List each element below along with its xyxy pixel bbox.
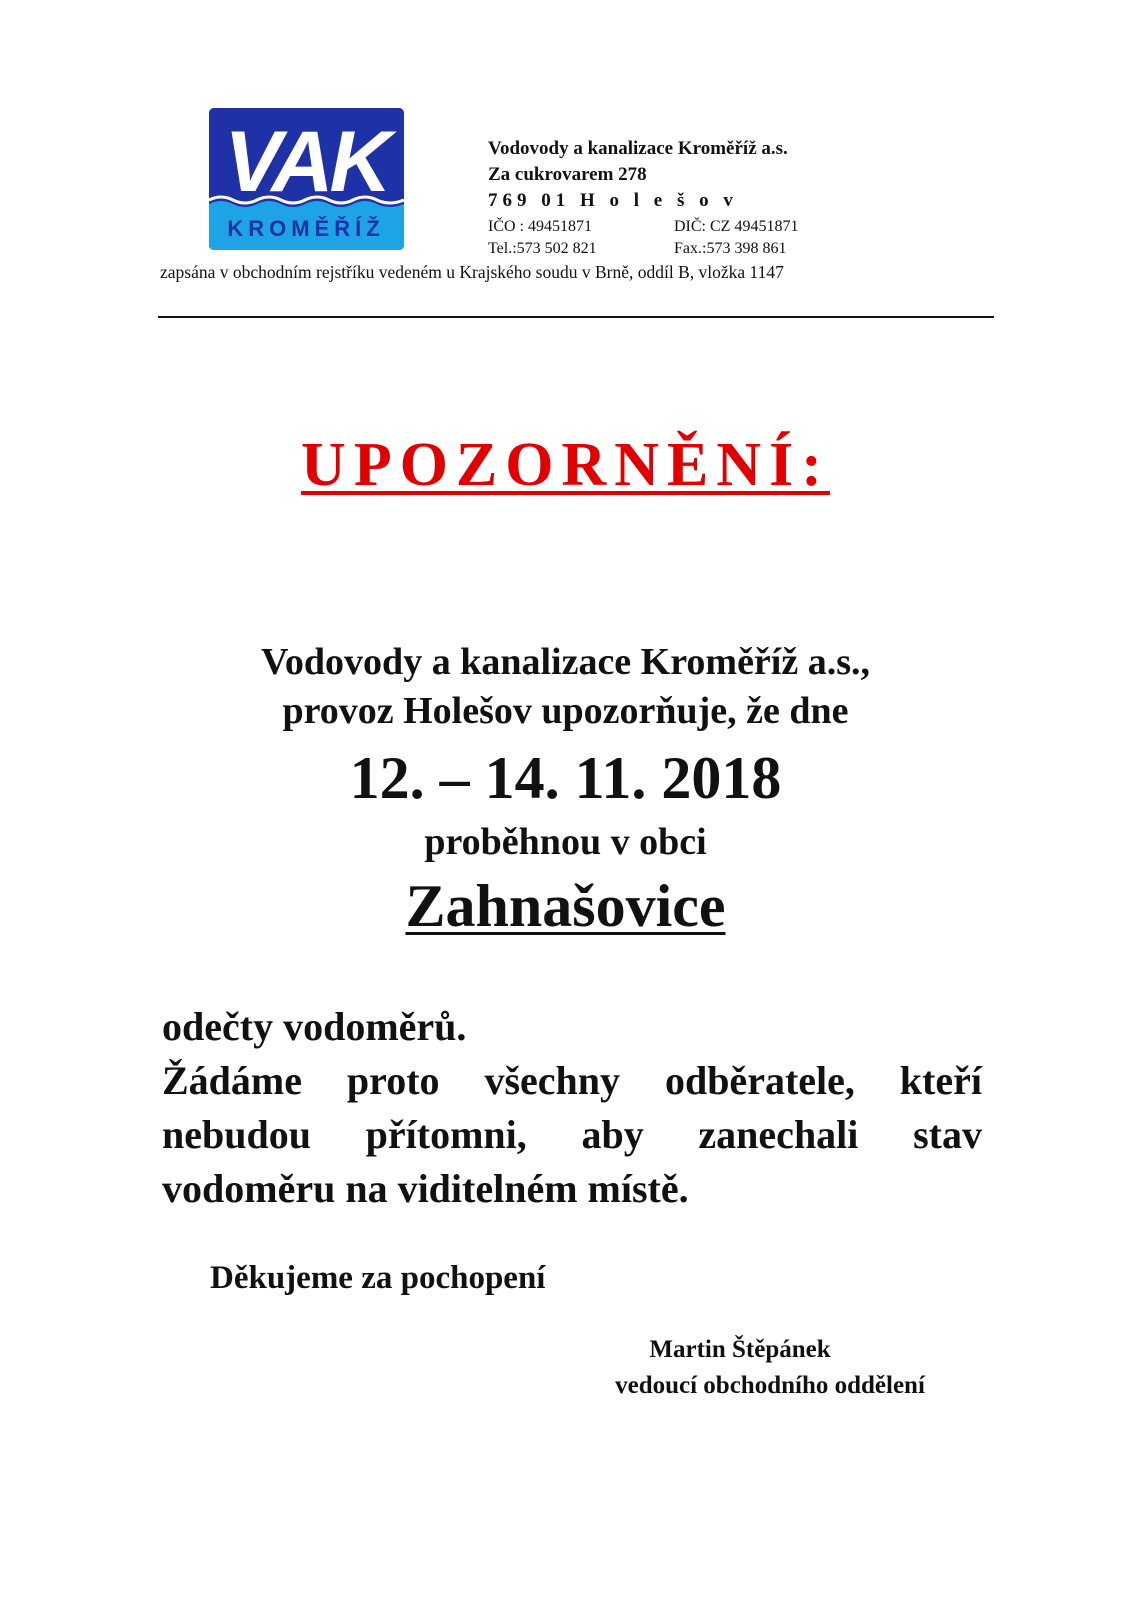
notice-line-1: Vodovody a kanalizace Kroměříž a.s.,	[260, 641, 871, 683]
logo-main-text: VAK	[224, 114, 388, 210]
notice-line-2: provoz Holešov upozorňuje, že dne	[282, 690, 849, 732]
company-city: 769 01 H o l e š o v	[488, 190, 738, 211]
header-divider	[158, 316, 994, 318]
fax: Fax.:573 398 861	[674, 240, 787, 257]
register-note: zapsána v obchodním rejstříku vedeném u Krajského soudu v Brně, oddíl B, vložka 1147	[160, 262, 784, 282]
logo-sub-text: KROMĚŘÍŽ	[227, 216, 385, 241]
signature-name: Martin Štěpánek	[649, 1336, 831, 1363]
notice-place	[0, 872, 1131, 941]
vak-logo	[209, 108, 404, 250]
notice-line-3: proběhnou v obci	[424, 821, 707, 863]
company-street: Za cukrovarem 278	[488, 164, 647, 185]
company-address	[488, 136, 788, 214]
thanks-line: Děkujeme za pochopení	[210, 1260, 546, 1296]
notice-date: 12. – 14. 11. 2018	[349, 745, 782, 811]
telephone: Tel.:573 502 821	[488, 240, 597, 257]
dic: DIČ: CZ 49451871	[674, 218, 799, 235]
notice-place-text: Zahnašovice	[405, 873, 726, 939]
paragraph-body: Žádáme proto všechny odběratele, kteří nebudou přítomni, aby zanechali stav vodoměru na viditelném místě.	[162, 1058, 982, 1211]
notice-title-text: UPOZORNĚNÍ:	[301, 431, 830, 499]
notice-paragraph	[162, 1000, 982, 1216]
paragraph-first-line: odečty vodoměrů.	[162, 1004, 467, 1049]
notice-title	[0, 430, 1131, 501]
ico: IČO : 49451871	[488, 218, 592, 235]
company-ids	[488, 216, 798, 260]
company-name: Vodovody a kanalizace Kroměříž a.s.	[488, 138, 788, 159]
signature-role: vedoucí obchodního oddělení	[615, 1372, 925, 1399]
